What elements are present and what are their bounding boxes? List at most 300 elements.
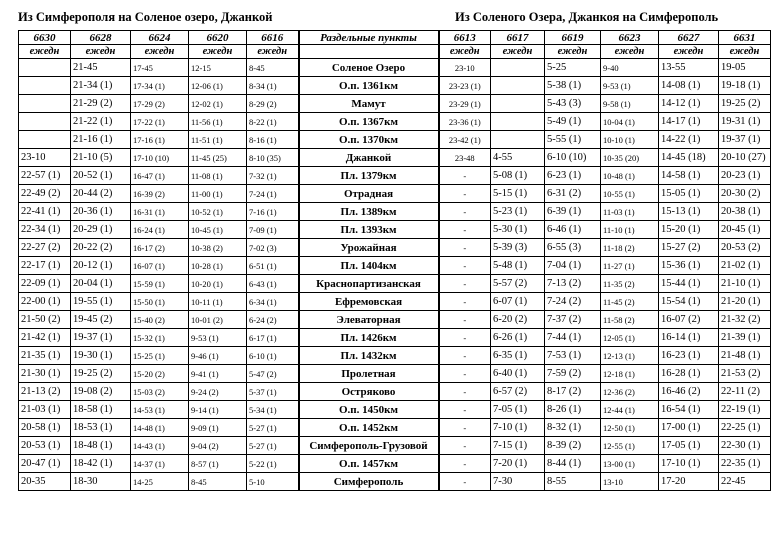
departure-time-cell: 12-55 (1): [601, 437, 659, 455]
departure-time-cell: 6-31 (2): [545, 185, 601, 203]
station-name: О.п. 1452км: [299, 419, 439, 437]
departure-time-cell: 20-22 (2): [71, 239, 131, 257]
station-name: О.п. 1361км: [299, 77, 439, 95]
departure-time-cell: 9-58 (1): [601, 95, 659, 113]
train-number-header: 6619: [545, 31, 601, 45]
departure-time-cell: 14-12 (1): [659, 95, 719, 113]
departure-time-cell: 15-03 (2): [131, 383, 189, 401]
departure-time-cell: 8-55: [545, 473, 601, 491]
departure-time-cell: 15-20 (2): [131, 365, 189, 383]
departure-time-cell: 7-16 (1): [247, 203, 299, 221]
departure-time-cell: -: [439, 221, 491, 239]
departure-time-cell: 20-47 (1): [19, 455, 71, 473]
departure-time-cell: 19-45 (2): [71, 311, 131, 329]
station-name: Пл. 1379км: [299, 167, 439, 185]
departure-time-cell: [491, 113, 545, 131]
train-number-header: 6613: [439, 31, 491, 45]
station-name: Пл. 1432км: [299, 347, 439, 365]
timetable: [18, 30, 771, 491]
departure-time-cell: 7-24 (2): [545, 293, 601, 311]
departure-time-cell: 20-45 (1): [719, 221, 771, 239]
station-column-spacer: [299, 45, 439, 59]
departure-time-cell: 7-10 (1): [491, 419, 545, 437]
departure-time-cell: 10-38 (2): [189, 239, 247, 257]
departure-time-cell: 22-25 (1): [719, 419, 771, 437]
timetable-row: [19, 131, 771, 149]
departure-time-cell: 6-43 (1): [247, 275, 299, 293]
departure-time-cell: 14-45 (18): [659, 149, 719, 167]
departure-time-cell: 12-50 (1): [601, 419, 659, 437]
departure-time-cell: 7-37 (2): [545, 311, 601, 329]
departure-time-cell: 16-23 (1): [659, 347, 719, 365]
departure-time-cell: 10-55 (1): [601, 185, 659, 203]
departure-time-cell: 10-48 (1): [601, 167, 659, 185]
departure-time-cell: 5-49 (1): [545, 113, 601, 131]
departure-time-cell: 22-41 (1): [19, 203, 71, 221]
station-name: Пл. 1393км: [299, 221, 439, 239]
departure-time-cell: 19-18 (1): [719, 77, 771, 95]
departure-time-cell: 21-42 (1): [19, 329, 71, 347]
departure-time-cell: -: [439, 167, 491, 185]
train-number-header: 6620: [189, 31, 247, 45]
departure-time-cell: 13-10: [601, 473, 659, 491]
departure-time-cell: 6-40 (1): [491, 365, 545, 383]
timetable-row: [19, 293, 771, 311]
departure-time-cell: -: [439, 401, 491, 419]
timetable-body: [19, 59, 771, 491]
frequency-label: ежедн: [189, 45, 247, 59]
departure-time-cell: 20-35: [19, 473, 71, 491]
departure-time-cell: 6-55 (3): [545, 239, 601, 257]
departure-time-cell: 6-26 (1): [491, 329, 545, 347]
departure-time-cell: 20-12 (1): [71, 257, 131, 275]
departure-time-cell: 21-16 (1): [71, 131, 131, 149]
departure-time-cell: 22-49 (2): [19, 185, 71, 203]
departure-time-cell: 21-29 (2): [71, 95, 131, 113]
departure-time-cell: 6-07 (1): [491, 293, 545, 311]
departure-time-cell: 19-25 (2): [719, 95, 771, 113]
departure-time-cell: 7-02 (3): [247, 239, 299, 257]
departure-time-cell: 19-05: [719, 59, 771, 77]
departure-time-cell: [19, 95, 71, 113]
departure-time-cell: 14-53 (1): [131, 401, 189, 419]
departure-time-cell: 10-28 (1): [189, 257, 247, 275]
departure-time-cell: [491, 77, 545, 95]
departure-time-cell: 21-30 (1): [19, 365, 71, 383]
departure-time-cell: 22-35 (1): [719, 455, 771, 473]
departure-time-cell: 21-32 (2): [719, 311, 771, 329]
departure-time-cell: 17-10 (10): [131, 149, 189, 167]
departure-time-cell: 21-35 (1): [19, 347, 71, 365]
departure-time-cell: 20-38 (1): [719, 203, 771, 221]
departure-time-cell: -: [439, 185, 491, 203]
timetable-row: [19, 203, 771, 221]
station-name: Ефремовская: [299, 293, 439, 311]
departure-time-cell: 8-44 (1): [545, 455, 601, 473]
departure-time-cell: [19, 131, 71, 149]
departure-time-cell: -: [439, 437, 491, 455]
departure-time-cell: 21-45: [71, 59, 131, 77]
departure-time-cell: -: [439, 275, 491, 293]
departure-time-cell: 5-48 (1): [491, 257, 545, 275]
departure-time-cell: 11-00 (1): [189, 185, 247, 203]
timetable-row: [19, 149, 771, 167]
train-number-header: 6623: [601, 31, 659, 45]
departure-time-cell: 9-53 (1): [601, 77, 659, 95]
departure-time-cell: 6-20 (2): [491, 311, 545, 329]
train-number-header: 6630: [19, 31, 71, 45]
station-name: Симферополь: [299, 473, 439, 491]
departure-time-cell: 7-44 (1): [545, 329, 601, 347]
departure-time-cell: 12-13 (1): [601, 347, 659, 365]
departure-time-cell: 5-25: [545, 59, 601, 77]
station-name: Пл. 1389км: [299, 203, 439, 221]
departure-time-cell: -: [439, 347, 491, 365]
timetable-row: [19, 113, 771, 131]
departure-time-cell: 21-39 (1): [719, 329, 771, 347]
departure-time-cell: 11-08 (1): [189, 167, 247, 185]
frequency-label: ежедн: [19, 45, 71, 59]
departure-time-cell: 9-40: [601, 59, 659, 77]
departure-time-cell: 20-44 (2): [71, 185, 131, 203]
departure-time-cell: 17-45: [131, 59, 189, 77]
departure-time-cell: 14-58 (1): [659, 167, 719, 185]
departure-time-cell: 21-34 (1): [71, 77, 131, 95]
departure-time-cell: 22-34 (1): [19, 221, 71, 239]
departure-time-cell: -: [439, 293, 491, 311]
departure-time-cell: 19-37 (1): [719, 131, 771, 149]
departure-time-cell: 12-15: [189, 59, 247, 77]
frequency-label: ежедн: [659, 45, 719, 59]
departure-time-cell: 6-57 (2): [491, 383, 545, 401]
departure-time-cell: 15-50 (1): [131, 293, 189, 311]
departure-time-cell: 8-22 (1): [247, 113, 299, 131]
departure-time-cell: 17-29 (2): [131, 95, 189, 113]
departure-time-cell: 15-27 (2): [659, 239, 719, 257]
departure-time-cell: 21-02 (1): [719, 257, 771, 275]
departure-time-cell: 10-01 (2): [189, 311, 247, 329]
departure-time-cell: 16-47 (1): [131, 167, 189, 185]
departure-time-cell: 23-10: [19, 149, 71, 167]
departure-time-cell: 17-34 (1): [131, 77, 189, 95]
departure-time-cell: 10-35 (20): [601, 149, 659, 167]
departure-time-cell: 10-52 (1): [189, 203, 247, 221]
departure-time-cell: 19-30 (1): [71, 347, 131, 365]
departure-time-cell: [491, 59, 545, 77]
departure-time-cell: 16-14 (1): [659, 329, 719, 347]
departure-time-cell: 18-53 (1): [71, 419, 131, 437]
station-name: О.п. 1450км: [299, 401, 439, 419]
station-name: Соленое Озеро: [299, 59, 439, 77]
timetable-row: [19, 419, 771, 437]
departure-time-cell: 9-53 (1): [189, 329, 247, 347]
departure-time-cell: 8-39 (2): [545, 437, 601, 455]
departure-time-cell: 17-10 (1): [659, 455, 719, 473]
departure-time-cell: -: [439, 455, 491, 473]
departure-time-cell: 10-20 (1): [189, 275, 247, 293]
departure-time-cell: 17-05 (1): [659, 437, 719, 455]
departure-time-cell: 17-22 (1): [131, 113, 189, 131]
departure-time-cell: 22-17 (1): [19, 257, 71, 275]
departure-time-cell: 16-54 (1): [659, 401, 719, 419]
departure-time-cell: 10-10 (1): [601, 131, 659, 149]
timetable-row: [19, 383, 771, 401]
station-name: О.п. 1457км: [299, 455, 439, 473]
departure-time-cell: [19, 77, 71, 95]
departure-time-cell: 11-45 (2): [601, 293, 659, 311]
departure-time-cell: 20-52 (1): [71, 167, 131, 185]
departure-time-cell: 11-27 (1): [601, 257, 659, 275]
departure-time-cell: -: [439, 365, 491, 383]
departure-time-cell: 19-25 (2): [71, 365, 131, 383]
departure-time-cell: 6-35 (1): [491, 347, 545, 365]
departure-time-cell: 7-30: [491, 473, 545, 491]
departure-time-cell: 21-13 (2): [19, 383, 71, 401]
departure-time-cell: 6-51 (1): [247, 257, 299, 275]
departure-time-cell: 14-25: [131, 473, 189, 491]
departure-time-cell: 5-55 (1): [545, 131, 601, 149]
departure-time-cell: 9-14 (1): [189, 401, 247, 419]
departure-time-cell: 5-22 (1): [247, 455, 299, 473]
departure-time-cell: 23-48: [439, 149, 491, 167]
departure-time-cell: 8-17 (2): [545, 383, 601, 401]
departure-time-cell: -: [439, 203, 491, 221]
train-number-header: 6624: [131, 31, 189, 45]
station-name: Пролетная: [299, 365, 439, 383]
departure-time-cell: 10-45 (1): [189, 221, 247, 239]
timetable-row: [19, 455, 771, 473]
departure-time-cell: 11-51 (1): [189, 131, 247, 149]
departure-time-cell: 13-55: [659, 59, 719, 77]
departure-time-cell: 11-03 (1): [601, 203, 659, 221]
departure-time-cell: 5-08 (1): [491, 167, 545, 185]
departure-time-cell: 12-02 (1): [189, 95, 247, 113]
departure-time-cell: 11-10 (1): [601, 221, 659, 239]
departure-time-cell: 6-17 (1): [247, 329, 299, 347]
departure-time-cell: 15-13 (1): [659, 203, 719, 221]
timetable-row: [19, 239, 771, 257]
frequency-label: ежедн: [601, 45, 659, 59]
timetable-row: [19, 473, 771, 491]
frequency-label: ежедн: [247, 45, 299, 59]
departure-time-cell: 21-53 (2): [719, 365, 771, 383]
departure-time-cell: 22-11 (2): [719, 383, 771, 401]
departure-time-cell: 17-16 (1): [131, 131, 189, 149]
departure-time-cell: 7-20 (1): [491, 455, 545, 473]
departure-time-cell: 7-15 (1): [491, 437, 545, 455]
departure-time-cell: 5-38 (1): [545, 77, 601, 95]
departure-time-cell: 16-28 (1): [659, 365, 719, 383]
departure-time-cell: 13-00 (1): [601, 455, 659, 473]
departure-time-cell: 22-45: [719, 473, 771, 491]
departure-time-cell: 21-10 (1): [719, 275, 771, 293]
station-name: Мамут: [299, 95, 439, 113]
departure-time-cell: 5-39 (3): [491, 239, 545, 257]
departure-time-cell: 5-10: [247, 473, 299, 491]
station-name: Пл. 1426км: [299, 329, 439, 347]
timetable-row: [19, 329, 771, 347]
departure-time-cell: 12-36 (2): [601, 383, 659, 401]
departure-time-cell: 5-27 (1): [247, 437, 299, 455]
timetable-row: [19, 347, 771, 365]
station-name: Отрадная: [299, 185, 439, 203]
timetable-row: [19, 365, 771, 383]
departure-time-cell: 20-10 (27): [719, 149, 771, 167]
departure-time-cell: 19-31 (1): [719, 113, 771, 131]
departure-time-cell: 22-57 (1): [19, 167, 71, 185]
departure-time-cell: 11-18 (2): [601, 239, 659, 257]
right-direction-title: Из Соленого Озера, Джанкоя на Симферополь: [455, 10, 719, 24]
departure-time-cell: 15-20 (1): [659, 221, 719, 239]
departure-time-cell: 14-37 (1): [131, 455, 189, 473]
departure-time-cell: 14-08 (1): [659, 77, 719, 95]
frequency-label: ежедн: [719, 45, 771, 59]
station-name: Элеваторная: [299, 311, 439, 329]
departure-time-cell: 20-23 (1): [719, 167, 771, 185]
departure-time-cell: -: [439, 311, 491, 329]
departure-time-cell: -: [439, 257, 491, 275]
departure-time-cell: 12-44 (1): [601, 401, 659, 419]
departure-time-cell: 16-07 (2): [659, 311, 719, 329]
station-name: Симферополь-Грузовой: [299, 437, 439, 455]
departure-time-cell: 19-37 (1): [71, 329, 131, 347]
departure-time-cell: 5-34 (1): [247, 401, 299, 419]
train-number-header: 6627: [659, 31, 719, 45]
departure-time-cell: 5-27 (1): [247, 419, 299, 437]
departure-time-cell: 8-10 (35): [247, 149, 299, 167]
departure-time-cell: 21-10 (5): [71, 149, 131, 167]
timetable-row: [19, 185, 771, 203]
departure-time-cell: [19, 59, 71, 77]
departure-time-cell: -: [439, 473, 491, 491]
departure-time-cell: 23-36 (1): [439, 113, 491, 131]
departure-time-cell: 21-03 (1): [19, 401, 71, 419]
departure-time-cell: 14-48 (1): [131, 419, 189, 437]
departure-time-cell: 6-23 (1): [545, 167, 601, 185]
departure-time-cell: 15-59 (1): [131, 275, 189, 293]
station-name: О.п. 1370км: [299, 131, 439, 149]
timetable-row: [19, 77, 771, 95]
departure-time-cell: 7-04 (1): [545, 257, 601, 275]
station-name: О.п. 1367км: [299, 113, 439, 131]
departure-time-cell: 18-30: [71, 473, 131, 491]
train-number-row: [19, 31, 771, 45]
station-name: Остряково: [299, 383, 439, 401]
departure-time-cell: 8-16 (1): [247, 131, 299, 149]
departure-time-cell: 11-45 (25): [189, 149, 247, 167]
departure-time-cell: [19, 113, 71, 131]
departure-time-cell: 23-42 (1): [439, 131, 491, 149]
departure-time-cell: 15-54 (1): [659, 293, 719, 311]
departure-time-cell: 17-20: [659, 473, 719, 491]
departure-time-cell: 23-10: [439, 59, 491, 77]
departure-time-cell: -: [439, 419, 491, 437]
departure-time-cell: 8-45: [247, 59, 299, 77]
departure-time-cell: 22-00 (1): [19, 293, 71, 311]
departure-time-cell: 5-15 (1): [491, 185, 545, 203]
departure-time-cell: 16-17 (2): [131, 239, 189, 257]
departure-time-cell: 17-00 (1): [659, 419, 719, 437]
departure-time-cell: 12-18 (1): [601, 365, 659, 383]
timetable-row: [19, 95, 771, 113]
frequency-label: ежедн: [491, 45, 545, 59]
frequency-row: [19, 45, 771, 59]
departure-time-cell: 20-53 (2): [719, 239, 771, 257]
departure-time-cell: 7-13 (2): [545, 275, 601, 293]
departure-time-cell: [491, 95, 545, 113]
departure-time-cell: 20-04 (1): [71, 275, 131, 293]
departure-time-cell: 20-36 (1): [71, 203, 131, 221]
departure-time-cell: 15-25 (1): [131, 347, 189, 365]
train-number-header: 6628: [71, 31, 131, 45]
frequency-label: ежедн: [71, 45, 131, 59]
departure-time-cell: 6-10 (10): [545, 149, 601, 167]
frequency-label: ежедн: [545, 45, 601, 59]
departure-time-cell: -: [439, 329, 491, 347]
departure-time-cell: 15-32 (1): [131, 329, 189, 347]
departure-time-cell: 21-50 (2): [19, 311, 71, 329]
timetable-row: [19, 437, 771, 455]
departure-time-cell: 5-37 (1): [247, 383, 299, 401]
departure-time-cell: 4-55: [491, 149, 545, 167]
station-name: Пл. 1404км: [299, 257, 439, 275]
station-column-header: Раздельные пункты: [299, 31, 439, 45]
departure-time-cell: 6-34 (1): [247, 293, 299, 311]
departure-time-cell: 7-32 (1): [247, 167, 299, 185]
departure-time-cell: 8-32 (1): [545, 419, 601, 437]
timetable-row: [19, 257, 771, 275]
timetable-row: [19, 167, 771, 185]
departure-time-cell: 18-48 (1): [71, 437, 131, 455]
departure-time-cell: 18-42 (1): [71, 455, 131, 473]
departure-time-cell: 11-58 (2): [601, 311, 659, 329]
departure-time-cell: 12-05 (1): [601, 329, 659, 347]
departure-time-cell: 9-24 (2): [189, 383, 247, 401]
timetable-row: [19, 275, 771, 293]
departure-time-cell: 7-59 (2): [545, 365, 601, 383]
departure-time-cell: 19-55 (1): [71, 293, 131, 311]
departure-time-cell: 7-53 (1): [545, 347, 601, 365]
departure-time-cell: 6-39 (1): [545, 203, 601, 221]
departure-time-cell: 12-06 (1): [189, 77, 247, 95]
departure-time-cell: 6-24 (2): [247, 311, 299, 329]
departure-time-cell: 8-34 (1): [247, 77, 299, 95]
frequency-label: ежедн: [131, 45, 189, 59]
departure-time-cell: 8-29 (2): [247, 95, 299, 113]
departure-time-cell: 22-19 (1): [719, 401, 771, 419]
departure-time-cell: 18-58 (1): [71, 401, 131, 419]
departure-time-cell: 8-57 (1): [189, 455, 247, 473]
departure-time-cell: -: [439, 239, 491, 257]
departure-time-cell: 9-09 (1): [189, 419, 247, 437]
departure-time-cell: 9-46 (1): [189, 347, 247, 365]
departure-time-cell: 19-08 (2): [71, 383, 131, 401]
departure-time-cell: 15-36 (1): [659, 257, 719, 275]
departure-time-cell: 6-10 (1): [247, 347, 299, 365]
departure-time-cell: 22-30 (1): [719, 437, 771, 455]
departure-time-cell: 15-05 (1): [659, 185, 719, 203]
departure-time-cell: 21-48 (1): [719, 347, 771, 365]
departure-time-cell: -: [439, 383, 491, 401]
departure-time-cell: 16-31 (1): [131, 203, 189, 221]
timetable-row: [19, 59, 771, 77]
departure-time-cell: 5-30 (1): [491, 221, 545, 239]
departure-time-cell: 11-56 (1): [189, 113, 247, 131]
departure-time-cell: 23-23 (1): [439, 77, 491, 95]
departure-time-cell: 11-35 (2): [601, 275, 659, 293]
departure-time-cell: 15-40 (2): [131, 311, 189, 329]
left-direction-title: Из Симферополя на Соленое озеро, Джанкой: [18, 10, 273, 24]
